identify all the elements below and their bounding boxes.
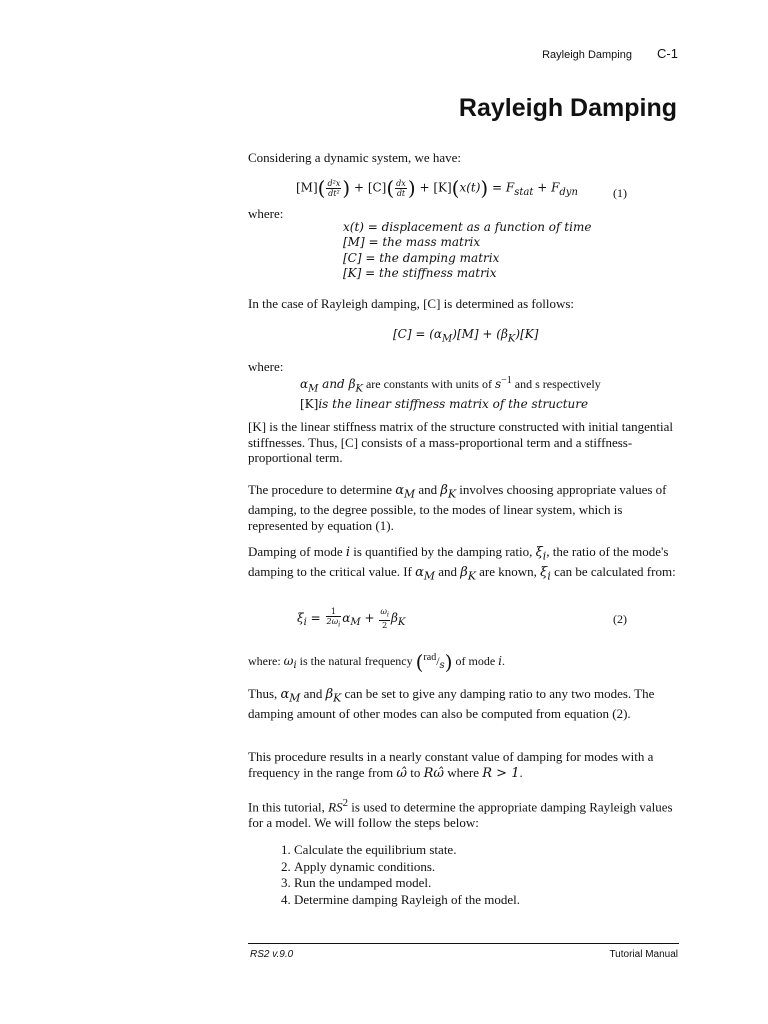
xi-sub: i — [542, 549, 547, 563]
omega-symbol: ω — [283, 653, 294, 668]
r-symbol: R — [423, 765, 434, 781]
eq1-fdyn-sub: dyn — [559, 186, 578, 198]
list-item: 1. Calculate the equilibrium state. — [294, 842, 520, 859]
equation-c — [393, 327, 538, 344]
thus-text-b: can be set to give any damping ratio to any two modes. The damping amount of other modes can also be computed from equation (2). — [248, 686, 655, 722]
beta-sub: K — [467, 569, 476, 583]
k-matrix-desc: is the linear stiffness matrix of the structure — [318, 396, 589, 411]
stiffness-paragraph: [K] is the linear stiffness matrix of the structure constructed with initial tangential stiffnesses. Thus, [C] consists of a mass-proportional term and a stiffness-proportional term. — [248, 419, 674, 466]
proc-text-a: The procedure to determine — [248, 482, 396, 497]
mode-text-a: Damping of mode — [248, 544, 346, 559]
proc-text-b: involves choosing appropriate values of damping, to the degree possible, to the modes of linear system, which is represented by equation (1). — [248, 482, 667, 533]
r-condition: R > 1 — [482, 765, 520, 781]
eq1-fdyn: F — [551, 180, 560, 195]
where-label-2: where: — [248, 359, 284, 374]
eq2-omega-sub: i — [386, 610, 389, 619]
eqc-mid: )[M] + (β — [452, 327, 508, 341]
omega-hat: ω̂ — [433, 765, 444, 781]
units-tail: and s respectively — [511, 377, 601, 391]
equation-1-number: (1) — [613, 186, 627, 200]
page-title: Rayleigh Damping — [458, 94, 677, 122]
rs-product: RS — [328, 799, 343, 815]
xi-symbol: ξ — [535, 545, 543, 560]
equation-2 — [297, 607, 405, 630]
eq2-den-2omega: 2ω — [326, 617, 339, 626]
footer-manual-title: Tutorial Manual — [609, 949, 678, 960]
eq2-num2 — [379, 607, 390, 621]
eq2-beta-sub: K — [397, 617, 406, 629]
intro-text: Considering a dynamic system, we have: — [248, 150, 462, 165]
eqc-m-sub: M — [442, 333, 453, 345]
omega-hat: ω̂ — [396, 765, 407, 781]
eq2-omega: ω — [380, 607, 387, 616]
eq2-plus: + — [360, 610, 379, 625]
eq2-den — [326, 617, 342, 630]
definition-list — [343, 220, 591, 281]
eq1-fstat-sub: stat — [514, 186, 534, 198]
eq2-xi-sub: i — [303, 617, 307, 629]
eqc-k-sub: K — [507, 333, 516, 345]
footer-divider — [248, 943, 679, 944]
eq1-xt: x(t) — [459, 180, 481, 195]
mode-text-d: are known, — [475, 564, 541, 580]
range-paragraph — [248, 749, 678, 781]
rs-sup: 2 — [342, 797, 349, 809]
mode-text-c: , the ratio of the mode's damping to the critical value. If — [248, 544, 669, 580]
coefficient-definitions — [300, 373, 601, 412]
definition-item: [C] = the damping matrix — [343, 250, 500, 265]
eq2-den-sub: i — [338, 620, 341, 629]
where-label-3: where: — [248, 653, 284, 668]
page-number: C-1 — [657, 46, 678, 61]
omega-sub: i — [293, 660, 297, 672]
frequency-text: is the natural frequency — [296, 653, 416, 668]
beta-sub: K — [355, 383, 363, 395]
unit-rad: rad — [423, 651, 437, 663]
and-text: and — [435, 564, 461, 580]
equation-1: [M]( $\frac{\text{d²x}}{\text{dt²}}$ ) + [C]( $\frac{dx}{dt}$ ) + $[K](x(t)) = F_{stat} + F_{dyn}$ — [296, 176, 578, 200]
equation-2-number: (2) — [613, 612, 627, 626]
and-text: and — [300, 686, 326, 701]
definition-item: [K] = the stiffness matrix — [343, 265, 497, 280]
eq2-equals: = — [306, 610, 325, 625]
steps-list — [270, 842, 520, 908]
beta-sub: K — [333, 691, 342, 705]
eq2-alpha-sub: M — [350, 617, 361, 629]
eq1-mass: [M] — [296, 180, 318, 195]
coefficient-line — [300, 373, 601, 397]
where-text: where — [444, 764, 483, 780]
tutorial-paragraph — [248, 796, 678, 831]
rayleigh-case-text: In the case of Rayleigh damping, [C] is determined as follows: — [248, 296, 575, 311]
footer-version: RS2 v.9.0 — [250, 949, 294, 960]
definition-item: x(t) = displacement as a function of time — [343, 220, 592, 234]
and-text: and — [415, 482, 441, 497]
beta-symbol: β — [325, 687, 334, 702]
eq1-den-dt: dt — [396, 188, 406, 198]
beta-symbol: β — [440, 483, 448, 498]
mode-i: i — [345, 545, 351, 560]
alpha-symbol: α — [415, 565, 424, 581]
to-text: to — [406, 764, 424, 780]
running-header — [542, 46, 678, 61]
eq1-num-dx: dx — [396, 178, 406, 188]
alpha-symbol: α — [300, 377, 309, 391]
eq1-num-d2x: d²x — [327, 178, 341, 188]
alpha-symbol: α — [280, 687, 290, 702]
alpha-sub: M — [423, 569, 436, 583]
range-text-a: This procedure results in a nearly constant value of damping for modes with a frequency in the range from — [248, 749, 654, 780]
alpha-symbol: α — [395, 483, 405, 498]
xi-sub: i — [547, 569, 551, 583]
mode-i: i — [498, 653, 502, 668]
eqc-lhs: [C] = (α — [393, 327, 443, 341]
eq1-damping: [C] — [367, 180, 387, 195]
and-text: and — [318, 377, 349, 391]
frequency-note: where: $\omega_i$ is the natural frequency $(^{rad}/_s)$ of mode i. — [248, 650, 505, 674]
tutorial-text-a: In this tutorial, — [248, 799, 329, 815]
mode-text-e: can be calculated from: — [550, 564, 676, 580]
thus-paragraph — [248, 686, 678, 722]
xi-symbol: ξ — [540, 565, 548, 581]
k-matrix-symbol: [K] — [300, 396, 319, 411]
stiffness-line — [300, 397, 601, 412]
period: . — [502, 653, 505, 668]
where-label-1: where: — [248, 206, 284, 221]
running-title: Rayleigh Damping — [542, 49, 632, 61]
eq2-alpha: α — [342, 610, 351, 625]
eq1-fstat: F — [505, 180, 515, 195]
units-text: are constants with units of — [362, 377, 495, 391]
list-item: 3. Run the undamped model. — [294, 875, 520, 892]
damping-ratio-paragraph — [248, 544, 678, 584]
of-mode-text: of mode — [452, 653, 499, 668]
eq1-stiffness: [K] — [433, 180, 452, 195]
eqc-rhs: )[K] — [515, 327, 539, 341]
list-item: 2. Apply dynamic conditions. — [294, 859, 520, 876]
list-item: 4. Determine damping Rayleigh of the model. — [294, 892, 520, 909]
eq2-num-one: 1 — [326, 607, 342, 617]
eq1-den-dt2: dt² — [328, 188, 340, 198]
s-symbol: s — [494, 377, 502, 391]
eq2-xi: ξ — [297, 610, 304, 625]
period: . — [519, 764, 523, 780]
tutorial-text-b: is used to determine the appropriate damping Rayleigh values for a model. We will follow the steps below: — [248, 799, 673, 830]
alpha-sub: M — [308, 383, 319, 395]
eq2-beta: β — [390, 610, 398, 625]
alpha-sub: M — [404, 487, 416, 501]
alpha-sub: M — [289, 691, 301, 705]
definition-item: [M] = the mass matrix — [343, 235, 481, 250]
beta-symbol: β — [348, 377, 356, 391]
procedure-paragraph — [248, 482, 678, 533]
mode-text-b: is quantified by the damping ratio, — [350, 544, 536, 559]
eq2-den-two: 2 — [382, 620, 388, 630]
beta-sub: K — [447, 487, 457, 501]
beta-symbol: β — [460, 565, 468, 581]
unit-s: s — [439, 660, 445, 672]
thus-text-a: Thus, — [248, 686, 281, 701]
minus-one-sup: −1 — [501, 375, 512, 386]
